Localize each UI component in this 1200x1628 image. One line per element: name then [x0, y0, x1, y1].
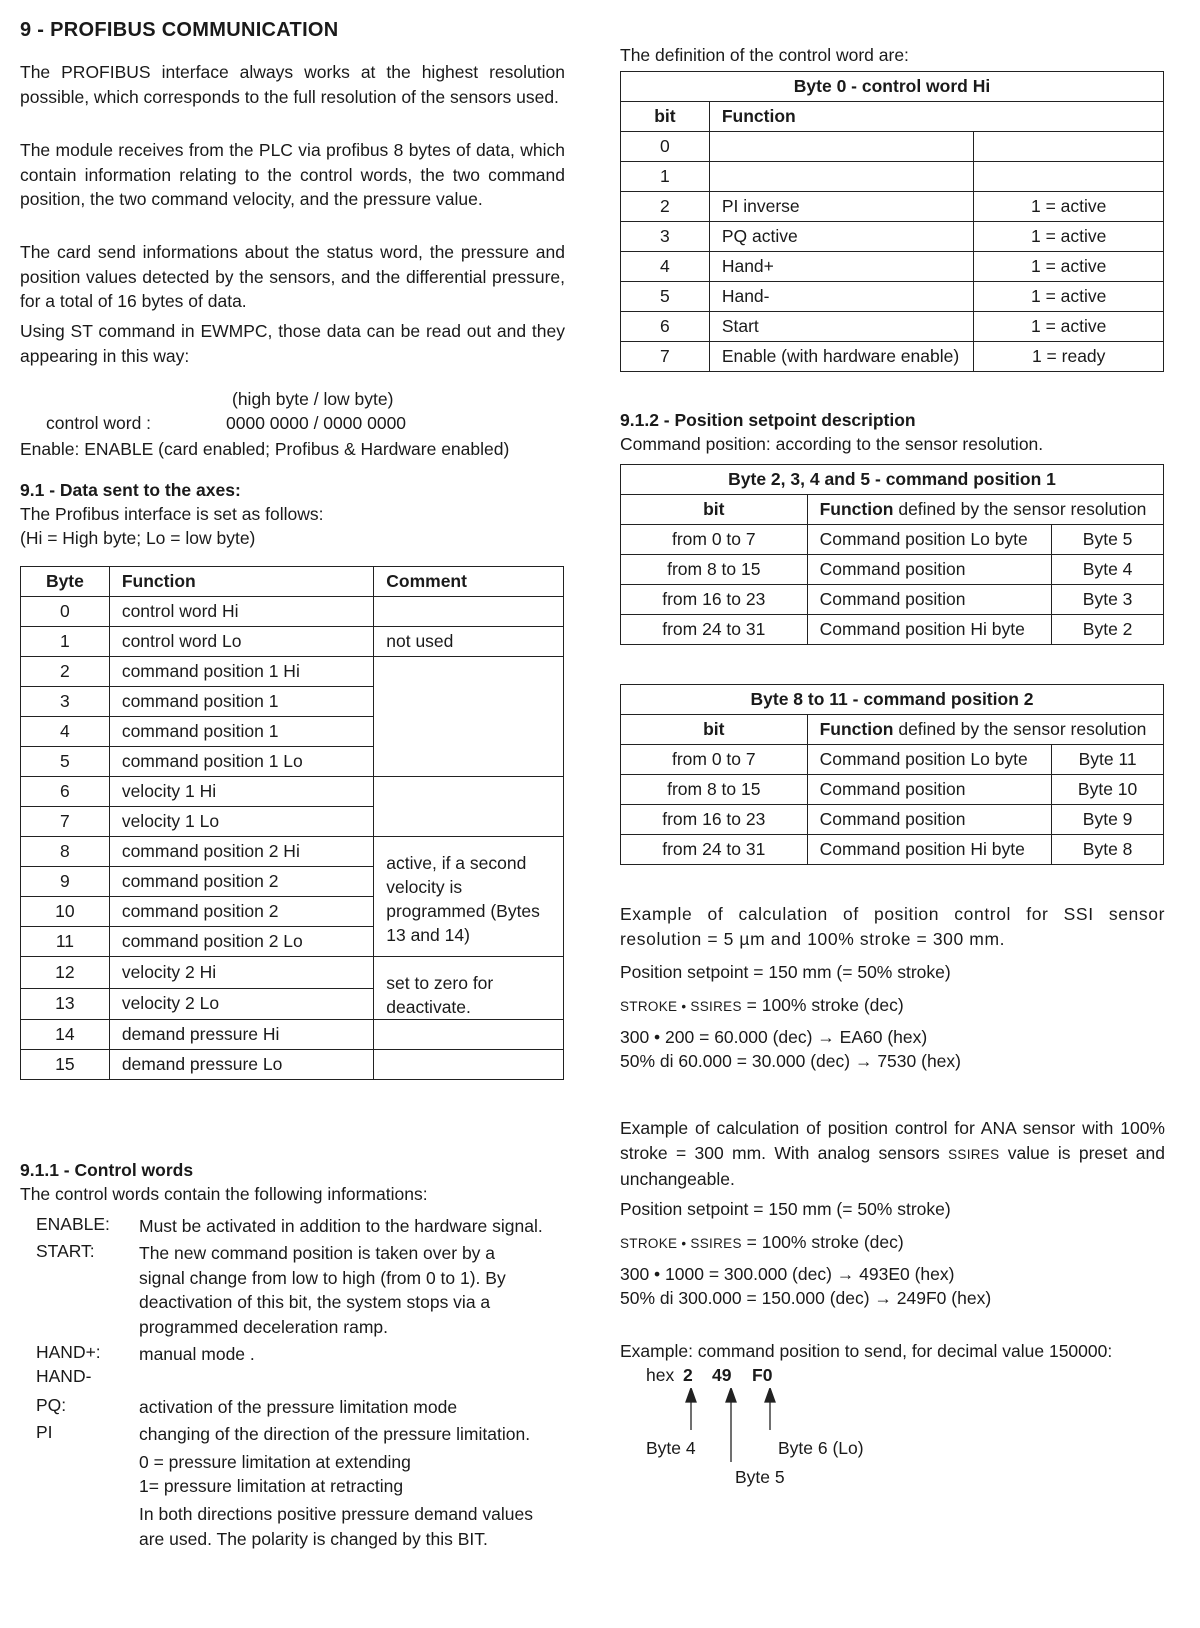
intro-paragraph-4: Using ST command in EWMPC, those data can be read out and they appearing in this way:	[20, 321, 565, 366]
table-cell: demand pressure Hi	[109, 1020, 373, 1050]
table-cell: 4	[621, 252, 710, 282]
term-pi: PI	[36, 1422, 53, 1442]
table-cell: 1 = active	[974, 252, 1164, 282]
table-cell: 0	[621, 132, 710, 162]
table-cell: 2	[621, 192, 710, 222]
table-cell: 5	[621, 282, 710, 312]
table-cell: command position 1	[109, 687, 373, 717]
table-cell: 7	[621, 342, 710, 372]
table-row	[621, 282, 1164, 312]
table-cell: from 24 to 31	[621, 615, 808, 645]
hex-label: hex	[646, 1365, 675, 1385]
table-header-byte: Byte	[21, 567, 110, 597]
ana-setpoint: Position setpoint = 150 mm (= 50% stroke)	[620, 1199, 951, 1219]
label-byte-4: Byte 4	[646, 1438, 696, 1458]
section-9-1-line1: The Profibus interface is set as follows:	[20, 504, 324, 524]
table-cell: PI inverse	[709, 192, 974, 222]
table-cell: 6	[621, 312, 710, 342]
table-cell: Byte 11	[1052, 745, 1164, 775]
table-cell: command position 1	[109, 717, 373, 747]
desc-pi: changing of the direction of the pressure limitation.	[139, 1424, 531, 1444]
table-cell: Command position	[807, 775, 1052, 805]
table-cell	[374, 777, 564, 837]
hex-byte-6: F0	[752, 1365, 773, 1385]
table-cell: 3	[21, 687, 110, 717]
table-cell: 0	[21, 597, 110, 627]
label-byte-5: Byte 5	[735, 1467, 785, 1487]
cp2-header-function: Function defined by the sensor resolution	[807, 715, 1163, 745]
table-cell: Byte 9	[1052, 805, 1164, 835]
hex-byte-5: 49	[712, 1365, 732, 1385]
table-row	[621, 162, 1164, 192]
table-row	[621, 615, 1164, 645]
section-9-1-2-title: 9.1.2 - Position setpoint description	[620, 410, 916, 430]
table-cell: Command position	[807, 805, 1052, 835]
table-row	[21, 597, 564, 627]
table-cell: Start	[709, 312, 974, 342]
table-cell: Byte 4	[1052, 555, 1164, 585]
table-cell: Command position	[807, 555, 1052, 585]
table-row	[621, 775, 1164, 805]
table-row	[621, 555, 1164, 585]
section-9-1-title: 9.1 - Data sent to the axes:	[20, 480, 241, 500]
table-cell: velocity 2 Hi	[109, 957, 373, 989]
cp1-table-title: Byte 2, 3, 4 and 5 - command position 1	[621, 465, 1164, 495]
control-word-table	[620, 71, 1164, 372]
ana-calc-1: 300 • 1000 = 300.000 (dec) → 493E0 (hex)	[620, 1264, 955, 1284]
table-cell: Command position Hi byte	[807, 615, 1052, 645]
cp1-header-function: Function defined by the sensor resolution	[807, 495, 1163, 525]
table-cell: command position 2	[109, 867, 373, 897]
table-cell: 1 = active	[974, 282, 1164, 312]
table-row	[21, 627, 564, 657]
table-cell: 5	[21, 747, 110, 777]
pi-one: 1= pressure limitation at retracting	[139, 1476, 404, 1496]
enable-line: Enable: ENABLE (card enabled; Profibus & Hardware enabled)	[20, 439, 510, 459]
ssi-formula: STROKE • SSIRES = 100% stroke (dec)	[620, 995, 904, 1015]
table-row	[621, 222, 1164, 252]
cw-header-function: Function	[709, 102, 1163, 132]
table-row	[621, 525, 1164, 555]
table-cell: not used	[374, 627, 564, 657]
table-row	[621, 132, 1164, 162]
table-cell	[374, 1020, 564, 1050]
table-cell: from 24 to 31	[621, 835, 808, 865]
term-enable: ENABLE:	[36, 1214, 110, 1234]
desc-enable: Must be activated in addition to the hardware signal.	[139, 1216, 543, 1236]
table-cell: Command position Lo byte	[807, 525, 1052, 555]
table-cell: command position 1 Hi	[109, 657, 373, 687]
table-cell: Hand-	[709, 282, 974, 312]
table-row	[621, 585, 1164, 615]
ssi-calc-2: 50% di 60.000 = 30.000 (dec) → 7530 (hex)	[620, 1051, 961, 1071]
table-cell: from 8 to 15	[621, 775, 808, 805]
table-cell: 13	[21, 988, 110, 1020]
table-cell: from 0 to 7	[621, 745, 808, 775]
table-cell: 10	[21, 897, 110, 927]
table-cell: set to zero for deactivate.	[374, 957, 564, 1020]
table-cell: Command position Hi byte	[807, 835, 1052, 865]
table-row	[21, 957, 564, 989]
table-cell: 14	[21, 1020, 110, 1050]
table-cell	[374, 597, 564, 627]
data-sent-table	[20, 566, 564, 1080]
intro-paragraph-1: The PROFIBUS interface always works at the highest resolution possible, which corresponds to the full resolution of the sensors used.	[20, 62, 565, 107]
table-cell: 1 = active	[974, 192, 1164, 222]
table-cell: 2	[21, 657, 110, 687]
table-cell: Command position Lo byte	[807, 745, 1052, 775]
table-cell: Byte 2	[1052, 615, 1164, 645]
table-cell: 8	[21, 837, 110, 867]
table-cell: 6	[21, 777, 110, 807]
table-cell: Byte 5	[1052, 525, 1164, 555]
table-row	[621, 745, 1164, 775]
desc-start: The new command position is taken over by a signal change from low to high (from 0 to 1). By deactivation of this bit, the system stops via a programmed deceleration ramp.	[139, 1243, 506, 1337]
table-cell: 3	[621, 222, 710, 252]
table-cell	[374, 657, 564, 777]
table-row	[21, 837, 564, 867]
desc-pq: activation of the pressure limitation mode	[139, 1397, 458, 1417]
command-position-1-table	[620, 464, 1164, 645]
table-cell	[709, 132, 974, 162]
table-cell: 1	[621, 162, 710, 192]
table-row	[621, 192, 1164, 222]
intro-paragraph-2: The module receives from the PLC via profibus 8 bytes of data, which contain information relating to the control words, the two command position, the two command velocity, and the pressure value.	[20, 140, 565, 209]
table-cell: from 8 to 15	[621, 555, 808, 585]
control-word-label: control word :	[46, 413, 152, 433]
table-row	[621, 805, 1164, 835]
section-9-1-1-title: 9.1.1 - Control words	[20, 1160, 194, 1180]
table-cell: control word Hi	[109, 597, 373, 627]
table-cell: 12	[21, 957, 110, 989]
table-cell: demand pressure Lo	[109, 1050, 373, 1080]
table-cell	[974, 162, 1164, 192]
control-word-table-title: Byte 0 - control word Hi	[621, 72, 1164, 102]
ana-calc-2: 50% di 300.000 = 150.000 (dec) → 249F0 (hex)	[620, 1288, 992, 1308]
table-cell: from 16 to 23	[621, 585, 808, 615]
table-cell: 11	[21, 927, 110, 957]
table-header-function: Function	[109, 567, 373, 597]
term-start: START:	[36, 1241, 95, 1261]
table-header-comment: Comment	[374, 567, 564, 597]
term-pq: PQ:	[36, 1395, 67, 1415]
table-cell: Byte 8	[1052, 835, 1164, 865]
table-cell: 7	[21, 807, 110, 837]
pi-note: In both directions positive pressure demand values are used. The polarity is changed by this BIT.	[139, 1504, 533, 1549]
table-cell: velocity 1 Hi	[109, 777, 373, 807]
intro-paragraph-3: The card send informations about the status word, the pressure and position values detected by the sensors, and the differential pressure, for a total of 16 bytes of data.	[20, 242, 565, 311]
desc-hand-plus: manual mode .	[139, 1344, 255, 1364]
table-row	[21, 777, 564, 807]
table-row	[621, 342, 1164, 372]
table-cell: Hand+	[709, 252, 974, 282]
section-9-1-1-intro: The control words contain the following informations:	[20, 1184, 428, 1204]
term-hand-plus: HAND+:	[36, 1342, 101, 1362]
table-cell: Command position	[807, 585, 1052, 615]
table-cell: PQ active	[709, 222, 974, 252]
table-cell: 9	[21, 867, 110, 897]
term-hand-minus: HAND-	[36, 1366, 92, 1386]
table-cell: 15	[21, 1050, 110, 1080]
table-cell: 1 = active	[974, 312, 1164, 342]
table-cell: from 16 to 23	[621, 805, 808, 835]
table-cell: command position 2 Hi	[109, 837, 373, 867]
table-row	[621, 835, 1164, 865]
table-cell: 1 = active	[974, 222, 1164, 252]
ana-formula: STROKE • SSIRES = 100% stroke (dec)	[620, 1232, 904, 1252]
table-row	[21, 657, 564, 687]
ssi-setpoint: Position setpoint = 150 mm (= 50% stroke)	[620, 962, 951, 982]
table-cell: 1 = ready	[974, 342, 1164, 372]
table-cell: from 0 to 7	[621, 525, 808, 555]
send-example-line: Example: command position to send, for decimal value 150000:	[620, 1341, 1113, 1361]
cp2-table-title: Byte 8 to 11 - command position 2	[621, 685, 1164, 715]
table-cell: 4	[21, 717, 110, 747]
table-cell: Enable (with hardware enable)	[709, 342, 974, 372]
table-cell	[709, 162, 974, 192]
table-cell: control word Lo	[109, 627, 373, 657]
table-cell: active, if a second velocity is programmed (Bytes 13 and 14)	[374, 837, 564, 957]
cw-header-bit: bit	[621, 102, 710, 132]
pi-zero: 0 = pressure limitation at extending	[139, 1452, 411, 1472]
table-cell: command position 2 Lo	[109, 927, 373, 957]
cp1-header-bit: bit	[621, 495, 808, 525]
high-low-byte-header: (high byte / low byte)	[232, 389, 394, 409]
table-cell: command position 2	[109, 897, 373, 927]
table-row	[21, 1050, 564, 1080]
table-cell: command position 1 Lo	[109, 747, 373, 777]
control-word-value: 0000 0000 / 0000 0000	[226, 413, 407, 433]
section-9-1-2-line: Command position: according to the sensor resolution.	[620, 434, 1044, 454]
ana-example-paragraph: Example of calculation of position control for ANA sensor with 100% stroke = 300 mm. With analog sensors SSIRES value is preset and unchangeable.	[620, 1118, 1165, 1189]
ssi-example-paragraph: Example of calculation of position control for SSI sensor resolution = 5 µm and 100% stroke = 300 mm.	[620, 904, 1165, 949]
command-position-2-table	[620, 684, 1164, 865]
table-cell: velocity 2 Lo	[109, 988, 373, 1020]
hex-byte-4: 2	[683, 1365, 693, 1385]
table-cell: velocity 1 Lo	[109, 807, 373, 837]
cp2-header-bit: bit	[621, 715, 808, 745]
table-cell: Byte 3	[1052, 585, 1164, 615]
control-word-definitions	[36, 1214, 581, 1554]
table-cell: Byte 10	[1052, 775, 1164, 805]
ssi-calc-1: 300 • 200 = 60.000 (dec) → EA60 (hex)	[620, 1027, 928, 1047]
section-9-1-line2: (Hi = High byte; Lo = low byte)	[20, 528, 256, 548]
control-word-intro: The definition of the control word are:	[620, 45, 909, 65]
section-title: 9 - PROFIBUS COMMUNICATION	[20, 19, 339, 41]
table-row	[621, 312, 1164, 342]
table-cell	[974, 132, 1164, 162]
table-cell	[374, 1050, 564, 1080]
table-row	[21, 1020, 564, 1050]
table-row	[621, 252, 1164, 282]
label-byte-6: Byte 6 (Lo)	[778, 1438, 864, 1458]
table-cell: 1	[21, 627, 110, 657]
